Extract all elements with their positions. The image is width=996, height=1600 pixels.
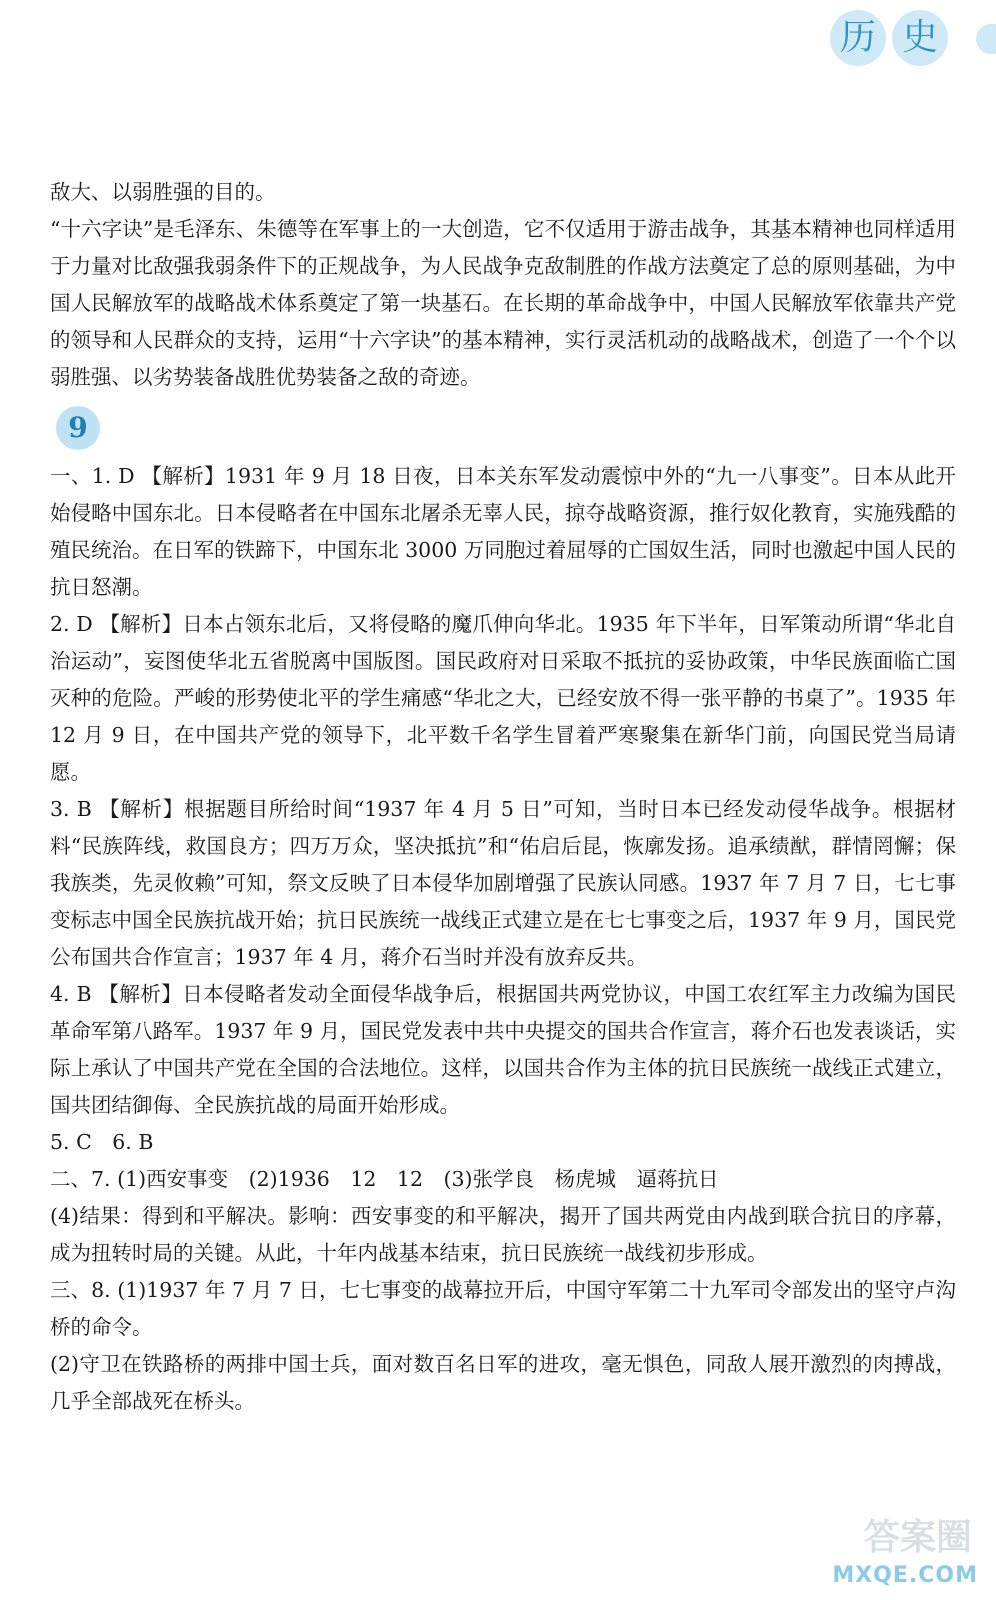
answer-item: 一、1. D 【解析】1931 年 9 月 18 日夜，日本关东军发动震惊中外的“九一八事变”。日本从此开始侵略中国东北。日本侵略者在中国东北屠杀无辜人民，掠夺战略资源，推行奴化教育，实施残酷的殖民统治。在日军的铁蹄下，中国东北 3000 万同胞过着屈辱的亡国奴生活，同时也激起中国人民的抗日怒潮。 bbox=[50, 464, 956, 599]
watermark bbox=[818, 1508, 978, 1588]
subject-badge bbox=[830, 10, 948, 66]
answer-item: (2)守卫在铁路桥的两排中国士兵，面对数百名日军的进攻，毫无惧色，同敌人展开激烈的肉搏战，几乎全部战死在桥头。 bbox=[50, 1352, 956, 1413]
subject-edge-decoration bbox=[976, 24, 996, 54]
answer-item: 三、8. (1)1937 年 7 月 7 日，七七事变的战幕拉开后，中国守军第二十九军司令部发出的坚守卢沟桥的命令。 bbox=[50, 1278, 956, 1339]
subject-char-2: 史 bbox=[892, 10, 948, 66]
paragraph: 敌大、以弱胜强的目的。 bbox=[50, 180, 276, 204]
page-content bbox=[50, 174, 956, 1420]
answer-item: 5. C 6. B bbox=[50, 1130, 154, 1154]
paragraph: “十六字诀”是毛泽东、朱德等在军事上的一大创造，它不仅适用于游击战争，其基本精神也同样适用于力量对比敌强我弱条件下的正规战争，为人民战争克敌制胜的作战方法奠定了总的原则基础，为中国人民解放军的战略战术体系奠定了第一块基石。在长期的革命战争中，中国人民解放军依靠共产党的领导和人民群众的支持，运用“十六字诀”的基本精神，实行灵活机动的战略战术，创造了一个个以弱胜强、以劣势装备战胜优势装备之敌的奇迹。 bbox=[50, 217, 956, 389]
answer-item: (4)结果：得到和平解决。影响：西安事变的和平解决，揭开了国共两党由内战到联合抗日的序幕，成为扭转时局的关键。从此，十年内战基本结束，抗日民族统一战线初步形成。 bbox=[50, 1204, 956, 1265]
subject-char-1: 历 bbox=[830, 10, 886, 66]
answer-item: 二、7. (1)西安事变 (2)1936 12 12 (3)张学良 杨虎城 逼蒋抗日 bbox=[50, 1167, 719, 1191]
answer-item: 2. D 【解析】日本占领东北后，又将侵略的魔爪伸向华北。1935 年下半年，日军策动所谓“华北自治运动”，妄图使华北五省脱离中国版图。国民政府对日采取不抵抗的妥协政策，中华民族面临亡国灭种的危险。严峻的形势使北平的学生痛感“华北之大，已经安放不得一张平静的书桌了”。1935 年 12 月 9 日，在中国共产党的领导下，北平数千名学生冒着严寒聚集在新华门前，向国民党当局请愿。 bbox=[50, 612, 956, 784]
section-number-badge: 9 bbox=[56, 406, 100, 450]
answer-item: 4. B 【解析】日本侵略者发动全面侵华战争后，根据国共两党协议，中国工农红军主力改编为国民革命军第八路军。1937 年 9 月，国民党发表中共中央提交的国共合作宣言，蒋介石也发表谈话，实际上承认了中国共产党在全国的合法地位。这样，以国共合作为主体的抗日民族统一战线正式建立，国共团结御侮、全民族抗战的局面开始形成。 bbox=[50, 982, 956, 1117]
watermark-logo: 答案圈 bbox=[863, 1517, 972, 1558]
watermark-site: MXQE.COM bbox=[832, 1563, 978, 1588]
answer-item: 3. B 【解析】根据题目所给时间“1937 年 4 月 5 日”可知，当时日本已经发动侵华战争。根据材料“民族阵线，救国良方；四万万众，坚决抵抗”和“佑启后昆，恢廓发扬。追承绩猷，群情罔懈；保我族类，先灵攸赖”可知，祭文反映了日本侵华加剧增强了民族认同感。1937 年 7 月 7 日，七七事变标志中国全民族抗战开始；抗日民族统一战线正式建立是在七七事变之后，1937 年 9 月，国民党公布国共合作宣言；1937 年 4 月，蒋介石当时并没有放弃反共。 bbox=[50, 797, 956, 969]
